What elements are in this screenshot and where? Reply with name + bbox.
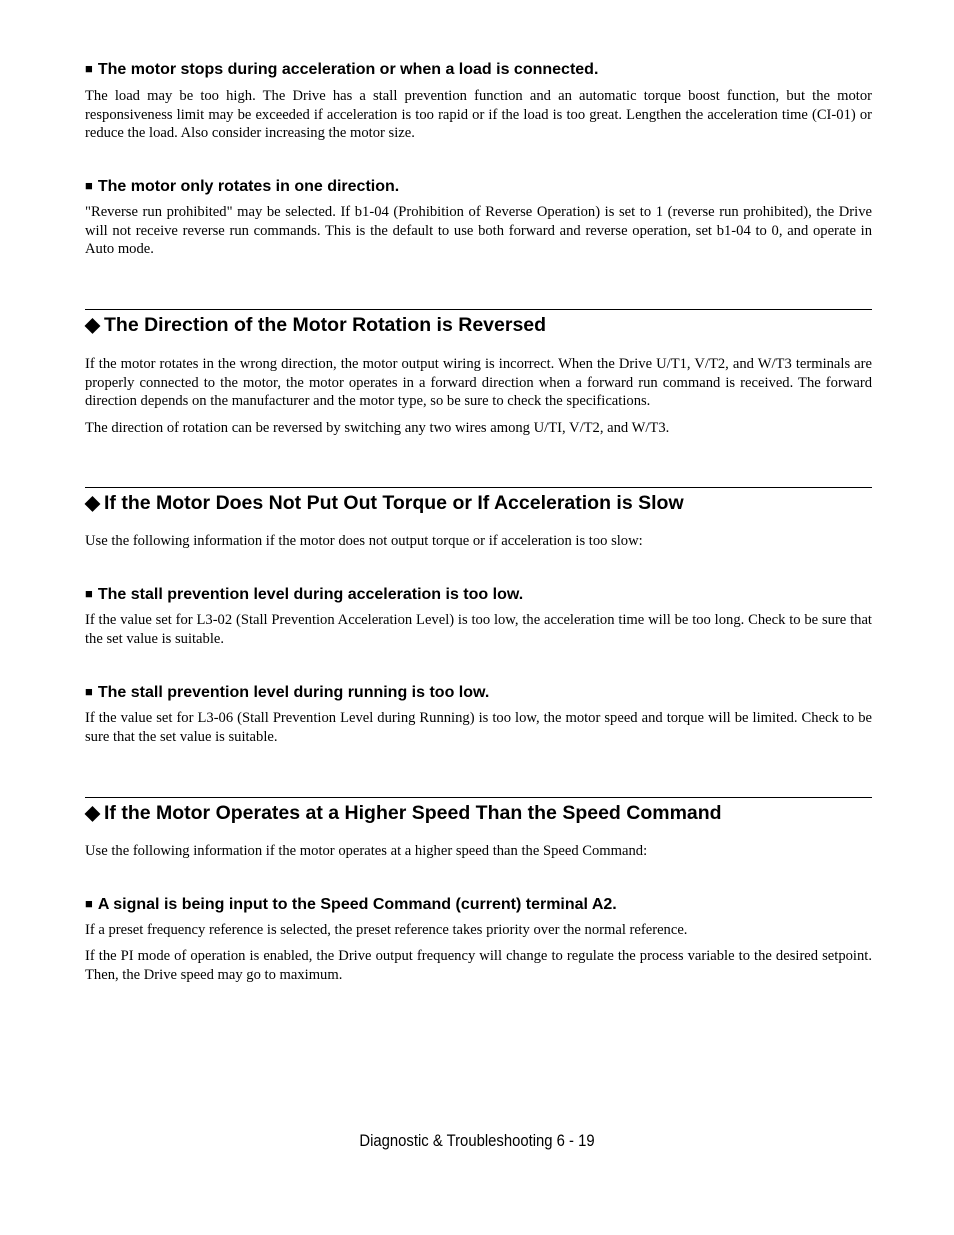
- paragraph-no-torque-intro: Use the following information if the motor does not output torque or if acceleration is too slow:: [85, 533, 643, 549]
- section-heading-text: The Direction of the Motor Rotation is Reversed: [104, 314, 547, 336]
- subheading-text: The stall prevention level during running is too low.: [97, 684, 490, 701]
- section-divider: [85, 487, 872, 488]
- section-heading-no-torque: [85, 491, 684, 515]
- square-bullet-icon: ■: [85, 684, 93, 699]
- section-heading-direction-reversed: [85, 313, 546, 337]
- section-heading-higher-speed: [85, 801, 722, 825]
- diamond-bullet-icon: ◆: [85, 314, 100, 336]
- paragraph-higher-speed-intro: Use the following information if the motor operates at a higher speed than the Speed Command:: [85, 843, 648, 859]
- diamond-bullet-icon: ◆: [85, 492, 100, 514]
- paragraph-pi-mode: If the PI mode of operation is enabled, the Drive output frequency will change to regulate the process variable to the desired setpoint. Then, the Drive speed may go to maximum.: [85, 948, 872, 983]
- paragraph-direction-switch: The direction of rotation can be reversed by switching any two wires among U/TI, V/T2, and W/T3.: [85, 420, 670, 436]
- page-footer: Diagnostic & Troubleshooting 6 - 19: [359, 1132, 595, 1150]
- diamond-bullet-icon: ◆: [85, 802, 100, 824]
- square-bullet-icon: ■: [85, 586, 93, 601]
- subheading-stall-running: [85, 683, 489, 703]
- section-divider: [85, 797, 872, 798]
- subheading-one-direction: [85, 177, 399, 197]
- paragraph-stall-running: If the value set for L3-06 (Stall Prevention Level during Running) is too low, the motor speed and torque will be limited. Check to be sure that the set value is suitable.: [85, 710, 872, 745]
- square-bullet-icon: ■: [85, 896, 93, 911]
- subheading-text: The stall prevention level during acceleration is too low.: [97, 586, 524, 603]
- square-bullet-icon: ■: [85, 178, 93, 193]
- paragraph-preset-frequency: If a preset frequency reference is selected, the preset reference takes priority over the normal reference.: [85, 922, 688, 938]
- paragraph-motor-stops: The load may be too high. The Drive has a stall prevention function and an automatic torque boost function, but the motor responsiveness limit may be exceeded if acceleration is too rapid or if the load is too great. Lengthen the acceleration time (CI-01) or reduce the load. Also consider increasing the motor size.: [85, 88, 872, 142]
- paragraph-one-direction: "Reverse run prohibited" may be selected. If b1-04 (Prohibition of Reverse Operation) is set to 1 (reverse run prohibited), the Drive will not receive reverse run commands. This is the default to use both forward and reverse operation, set b1-04 to 0, and operate in Auto mode.: [85, 204, 872, 258]
- subheading-stall-accel: [85, 585, 523, 605]
- subheading-signal-a2: [85, 895, 617, 915]
- section-heading-text: If the Motor Does Not Put Out Torque or If Acceleration is Slow: [104, 492, 684, 514]
- subheading-text: A signal is being input to the Speed Command (current) terminal A2.: [97, 896, 617, 913]
- subheading-text: The motor stops during acceleration or when a load is connected.: [97, 61, 599, 78]
- paragraph-direction-wiring: If the motor rotates in the wrong direction, the motor output wiring is incorrect. When the Drive U/T1, V/T2, and W/T3 terminals are properly connected to the motor, the motor operates in a forward direction when a forward run command is received. The forward direction depends on the manufacturer and the motor type, so be sure to check the specifications.: [85, 356, 872, 410]
- section-heading-text: If the Motor Operates at a Higher Speed Than the Speed Command: [104, 802, 722, 824]
- square-bullet-icon: ■: [85, 61, 93, 76]
- section-divider: [85, 309, 872, 310]
- subheading-text: The motor only rotates in one direction.: [97, 178, 400, 195]
- subheading-motor-stops: [85, 60, 598, 80]
- paragraph-stall-accel: If the value set for L3-02 (Stall Prevention Acceleration Level) is too low, the acceleration time will be too long. Check to be sure that the set value is suitable.: [85, 612, 872, 647]
